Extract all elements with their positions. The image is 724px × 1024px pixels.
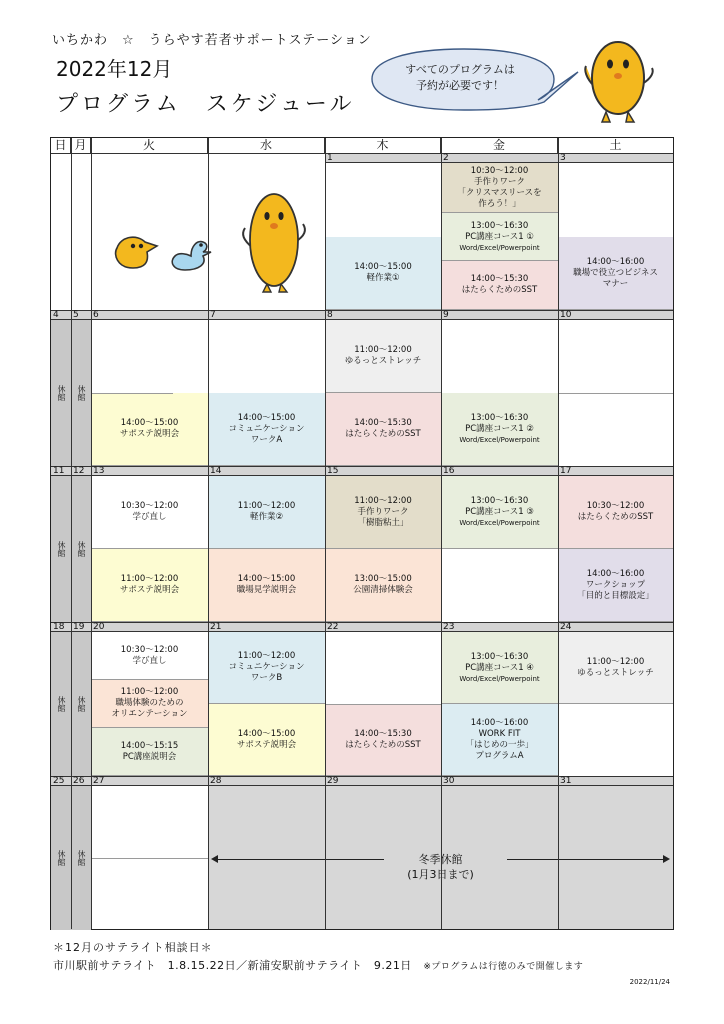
weekday-thu: 木 [325, 138, 441, 153]
arrow-right-icon [507, 859, 667, 860]
weekday-fri: 金 [441, 138, 558, 153]
bubble-line1: すべてのプログラムは [405, 63, 515, 76]
date-label: 30 [443, 776, 455, 786]
event-tue20b[interactable]: 11:00～12:00 職場体験のための オリエンテーション [91, 680, 208, 728]
event-wed14b[interactable]: 14:00～15:00 職場見学説明会 [208, 549, 325, 622]
organization-name: いちかわ ☆ うらやす若者サポートステーション [52, 33, 372, 48]
date-label: 21 [210, 622, 222, 632]
date-label: 12 [73, 466, 85, 476]
week-strip [51, 622, 673, 632]
date-label: 6 [93, 310, 99, 320]
event-fri23a[interactable]: 13:00～16:30 PC講座コース1 ④ Word/Excel/Powerpoint [441, 632, 558, 704]
weekday-tue: 火 [91, 138, 208, 153]
date-label: 14 [210, 466, 222, 476]
event-thu1[interactable]: 14:00～15:00 軽作業① [325, 237, 441, 310]
date-label: 28 [210, 776, 222, 786]
weekday-mon: 月 [71, 138, 91, 153]
date-label: 7 [210, 310, 216, 320]
closed-cell: 休館 [71, 476, 91, 622]
event-tue13a[interactable]: 10:30～12:00 学び直し [91, 476, 208, 549]
event-tue13b[interactable]: 11:00～12:00 サポステ説明会 [91, 549, 208, 622]
weekday-sat: 土 [609, 138, 622, 152]
date-label: 26 [73, 776, 85, 786]
notice-bubble [368, 46, 560, 112]
date-label: 4 [53, 310, 59, 320]
date-label: 16 [443, 466, 455, 476]
date-label: 27 [93, 776, 105, 786]
date-label: 20 [93, 622, 105, 632]
event-fri9[interactable]: 13:00～16:30 PC講座コース1 ② Word/Excel/Powerpoint [441, 393, 558, 466]
date-label: 24 [560, 622, 572, 632]
event-thu22[interactable]: 14:00～15:30 はたらくためのSST [325, 704, 441, 776]
date-label: 9 [443, 310, 449, 320]
week-strip [51, 466, 673, 476]
closed-cell: 休館 [51, 320, 71, 466]
event-sat17a[interactable]: 10:30～12:00 はたらくためのSST [558, 476, 673, 549]
closed-cell: 休館 [51, 632, 71, 776]
week-strip [51, 776, 673, 786]
event-fri16[interactable]: 13:00～16:30 PC講座コース1 ③ Word/Excel/Powerpoint [441, 476, 558, 549]
date-label: 18 [53, 622, 65, 632]
date-label: 25 [53, 776, 65, 786]
date-label: 29 [327, 776, 339, 786]
event-tue20a[interactable]: 10:30～12:00 学び直し [91, 632, 208, 680]
characters-illustration [103, 178, 323, 298]
event-thu8a[interactable]: 11:00～12:00 ゆるっとストレッチ [325, 320, 441, 393]
date-label: 13 [93, 466, 105, 476]
satellite-title: ＊12月のサテライト相談日＊ [53, 941, 213, 954]
event-thu15b[interactable]: 13:00～15:00 公園清掃体験会 [325, 549, 441, 622]
mascot-illustration [580, 26, 660, 130]
event-tue6[interactable]: 14:00～15:00 サポステ説明会 [91, 393, 208, 466]
event-fri2c[interactable]: 14:00～15:30 はたらくためのSST [441, 261, 558, 310]
event-fri2a[interactable]: 10:30～12:00 手作りワーク 「クリスマスリースを 作ろう！」 [441, 163, 558, 213]
event-thu8b[interactable]: 14:00～15:30 はたらくためのSST [325, 393, 441, 466]
event-fri2b[interactable]: 13:00～16:30 PC講座コース1 ① Word/Excel/Powerpoint [441, 213, 558, 261]
date-label: 10 [560, 310, 572, 320]
event-sat24[interactable]: 11:00～12:00 ゆるっとストレッチ [558, 632, 673, 704]
date-label: 2 [441, 153, 558, 163]
date-label: 15 [327, 466, 339, 476]
date-label: 23 [443, 622, 455, 632]
page-title: プログラム スケジュール [56, 92, 355, 117]
month-heading: 2022年12月 [56, 57, 173, 81]
date-label: 8 [327, 310, 333, 320]
winter-closure-until: (1月3日まで) [407, 868, 474, 881]
event-sat17b[interactable]: 14:00～16:00 ワークショップ 「目的と目標設定」 [558, 549, 673, 622]
event-wed21a[interactable]: 11:00～12:00 コミュニケーション ワークB [208, 632, 325, 704]
calendar-grid [50, 137, 674, 930]
satellite-note: ※プログラムは行徳のみで開催します [423, 962, 584, 972]
date-label: 22 [327, 622, 339, 632]
event-wed7[interactable]: 14:00～15:00 コミュニケーション ワークA [208, 393, 325, 466]
issue-date: 2022/11/24 [629, 978, 670, 986]
date-label: 3 [558, 153, 673, 163]
date-label: 11 [53, 466, 65, 476]
event-sat3[interactable]: 14:00～16:00 職場で役立つビジネス マナー [558, 237, 673, 310]
event-thu15a[interactable]: 11:00～12:00 手作りワーク 「樹脂粘土」 [325, 476, 441, 549]
closed-cell: 休館 [71, 320, 91, 466]
winter-closure-label: 冬季休館 [418, 853, 463, 866]
weekday-sun: 日 [51, 138, 71, 153]
date-label: 19 [73, 622, 85, 632]
event-tue20c[interactable]: 14:00～15:15 PC講座説明会 [91, 728, 208, 776]
bubble-line2: 予約が必要です！ [416, 79, 504, 92]
week-strip [51, 310, 673, 320]
date-label: 1 [325, 153, 441, 163]
closed-cell: 休館 [51, 476, 71, 622]
event-wed21b[interactable]: 14:00～15:00 サポステ説明会 [208, 704, 325, 776]
closed-cell: 休館 [51, 786, 71, 930]
date-label: 31 [560, 776, 572, 786]
event-wed14a[interactable]: 11:00～12:00 軽作業② [208, 476, 325, 549]
event-fri23b[interactable]: 14:00～16:00 WORK FIT 「はじめの一歩」 プログラムA [441, 704, 558, 776]
date-label: 5 [73, 310, 79, 320]
arrow-left-icon [214, 859, 384, 860]
weekday-wed: 水 [208, 138, 325, 153]
date-label: 17 [560, 466, 572, 476]
closed-cell: 休館 [71, 786, 91, 930]
satellite-dates: 市川駅前サテライト 1.8.15.22日／新浦安駅前サテライト 9.21日 ※プログラムは行徳のみで開催します [53, 959, 584, 972]
closed-cell: 休館 [71, 632, 91, 776]
